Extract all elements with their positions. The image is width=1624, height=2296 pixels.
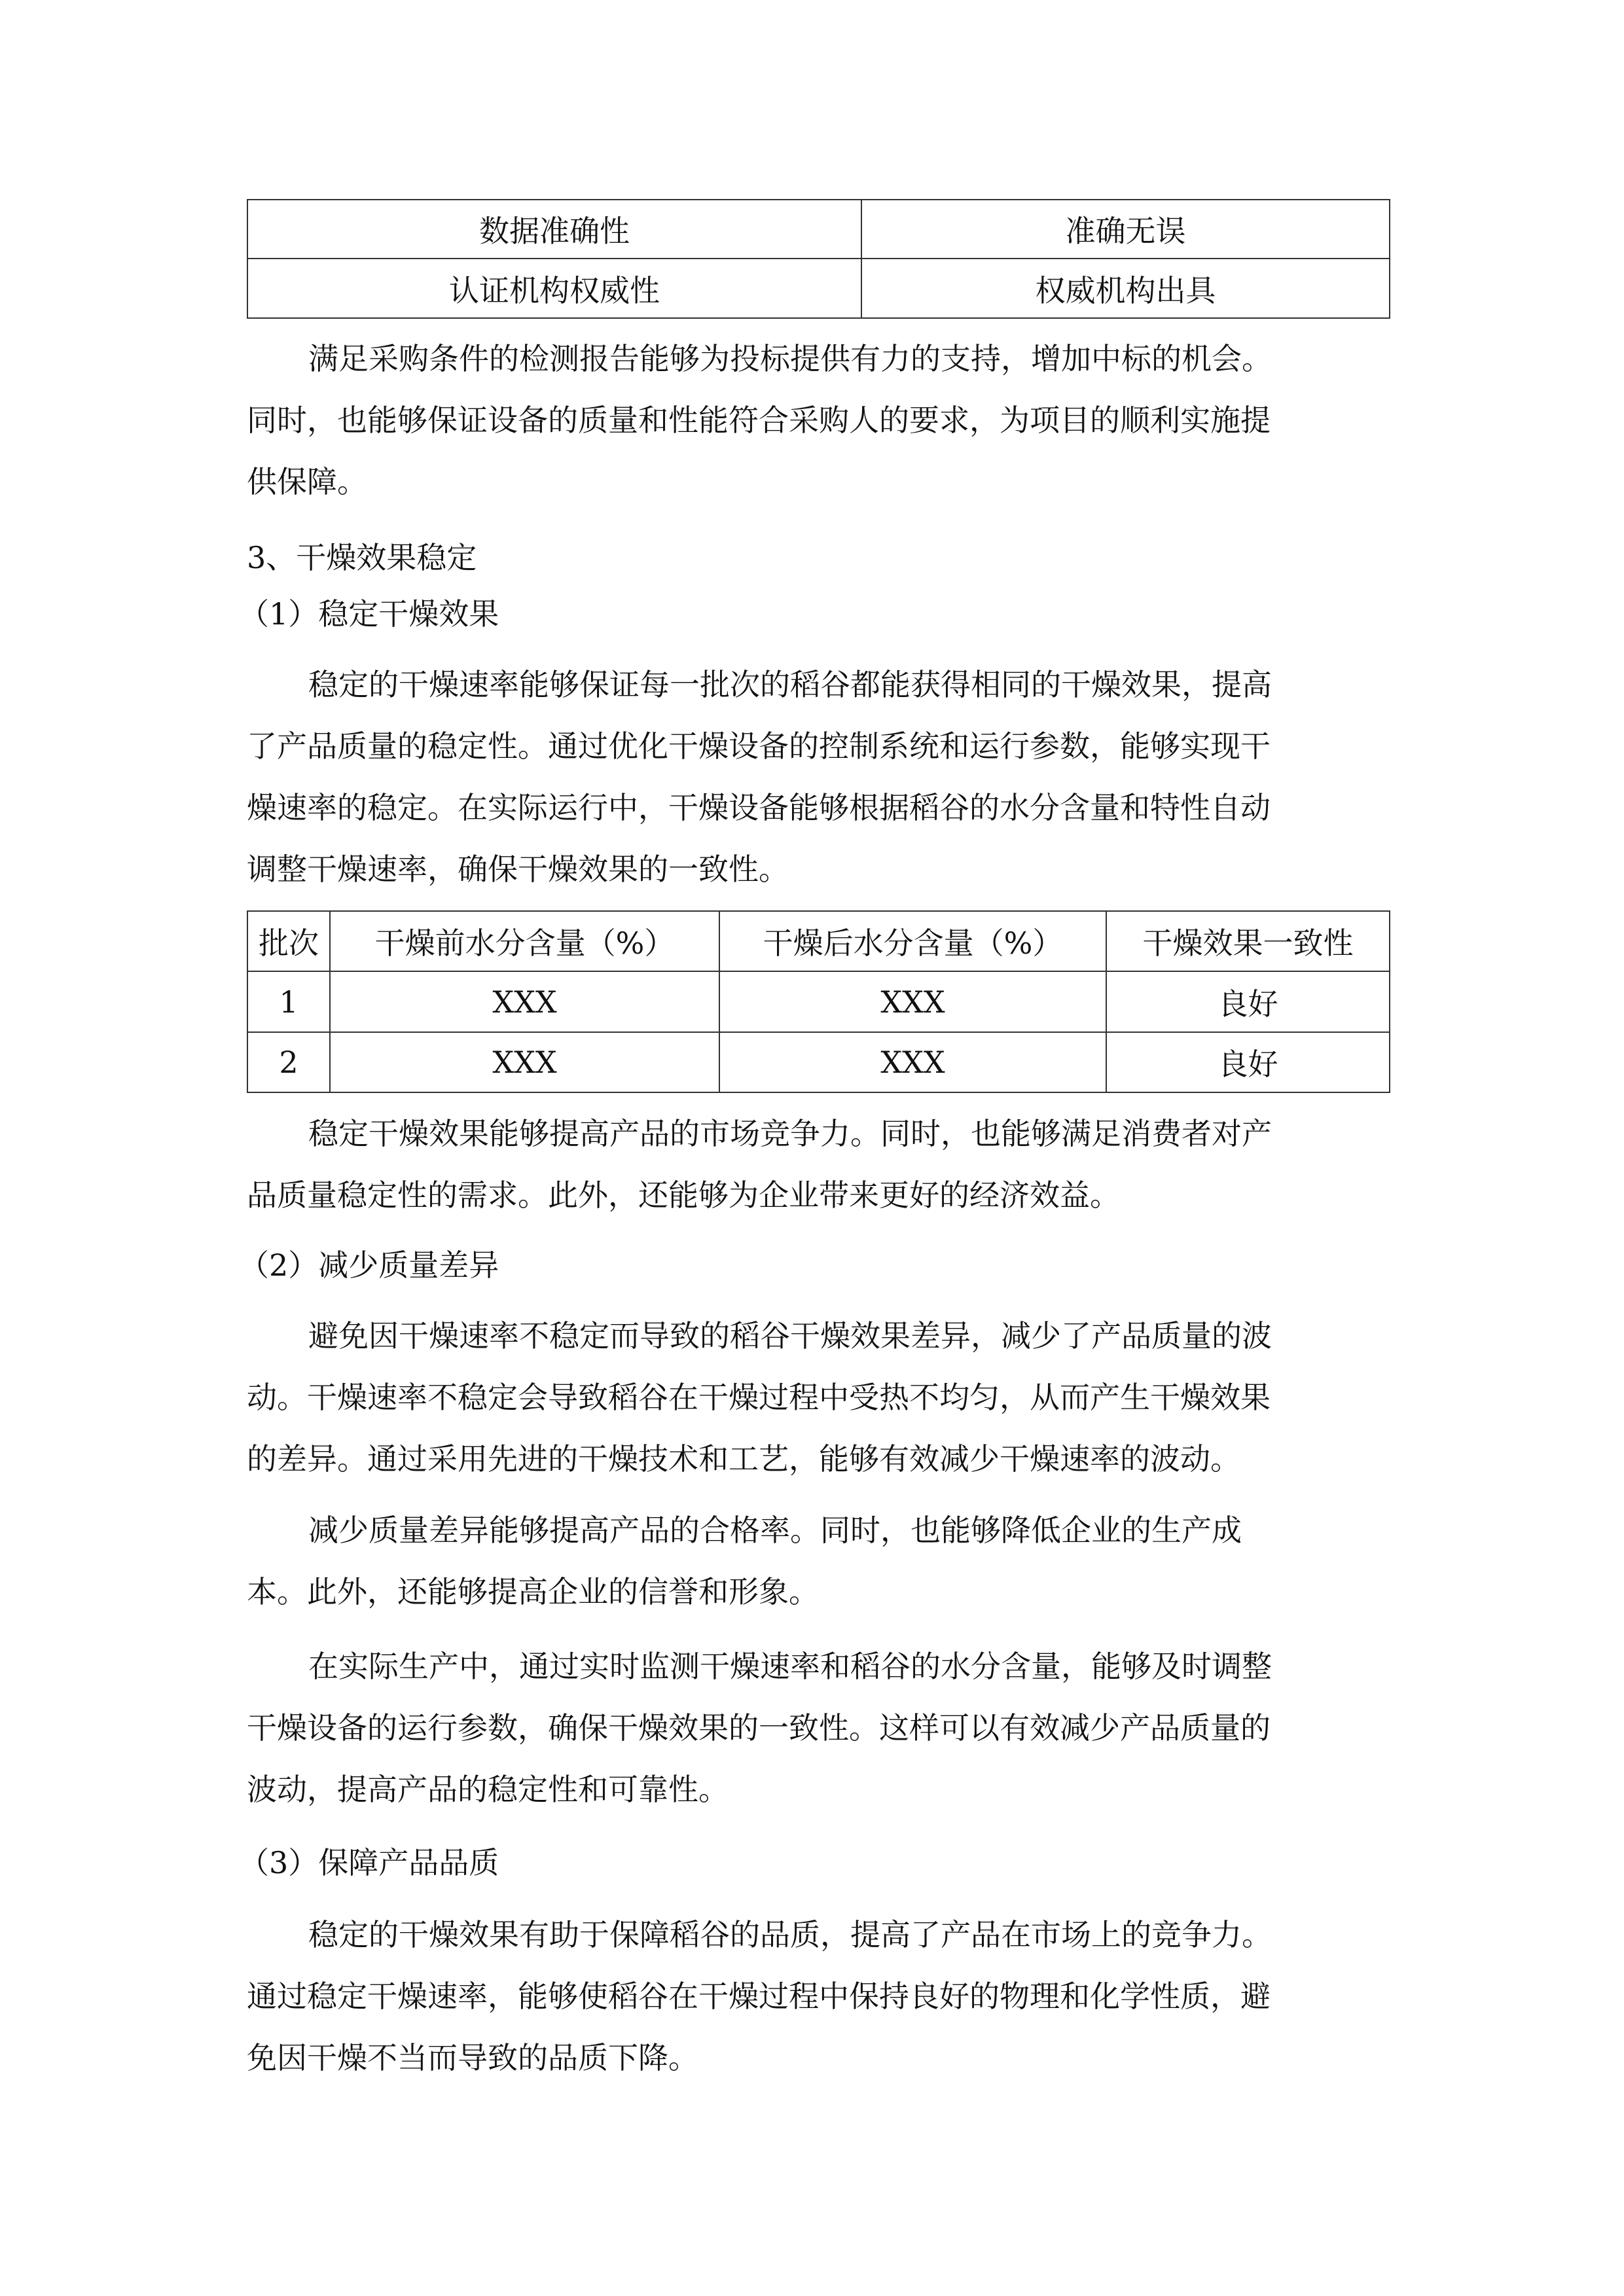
- text-line: 动。干燥速率不稳定会导致稻谷在干燥过程中受热不均匀，从而产生干燥效果: [247, 1380, 1271, 1415]
- moisture-table: [247, 910, 1390, 1093]
- text-line: 调整干燥速率，确保干燥效果的一致性。: [247, 852, 789, 887]
- table-row: [247, 971, 1390, 1032]
- table-cell: 2: [247, 1032, 330, 1092]
- table-cell: XXX: [719, 971, 1106, 1032]
- text-line: 同时，也能够保证设备的质量和性能符合采购人的要求，为项目的顺利实施提: [247, 403, 1271, 438]
- table-cell: 认证机构权威性: [247, 259, 861, 318]
- text-line: 干燥设备的运行参数，确保干燥效果的一致性。这样可以有效减少产品质量的: [247, 1710, 1271, 1746]
- paragraph-product-quality: [247, 1904, 1390, 2089]
- table-cell: 数据准确性: [247, 200, 861, 259]
- subsection-heading: （1）稳定干燥效果: [239, 596, 499, 632]
- paragraph-competitiveness: [247, 1103, 1390, 1226]
- column-header: 干燥效果一致性: [1106, 911, 1390, 971]
- table-cell: 准确无误: [861, 200, 1390, 259]
- criteria-table: [247, 199, 1390, 319]
- text-line: 供保障。: [247, 464, 367, 499]
- text-line: 燥速率的稳定。在实际运行中，干燥设备能够根据稻谷的水分含量和特性自动: [247, 790, 1271, 825]
- paragraph-quality-variance: [247, 1305, 1390, 1490]
- table-row: [247, 200, 1390, 259]
- text-line: 减少质量差异能够提高产品的合格率。同时，也能够降低企业的生产成: [308, 1513, 1242, 1548]
- column-header: 干燥前水分含量（%）: [330, 911, 719, 971]
- text-line: 波动，提高产品的稳定性和可靠性。: [247, 1772, 729, 1807]
- text-line: 了产品质量的稳定性。通过优化干燥设备的控制系统和运行参数，能够实现干: [247, 728, 1271, 764]
- subsection-heading: （3）保障产品品质: [239, 1845, 499, 1880]
- table-cell: XXX: [330, 1032, 719, 1092]
- table-cell: 1: [247, 971, 330, 1032]
- table-cell: 良好: [1106, 971, 1390, 1032]
- text-line: 的差异。通过采用先进的干燥技术和工艺，能够有效减少干燥速率的波动。: [247, 1441, 1240, 1477]
- text-line: 避免因干燥速率不稳定而导致的稻谷干燥效果差异，减少了产品质量的波: [308, 1318, 1272, 1354]
- column-header: 干燥后水分含量（%）: [719, 911, 1106, 971]
- text-line: 满足采购条件的检测报告能够为投标提供有力的支持，增加中标的机会。: [308, 341, 1272, 376]
- section-heading: 3、干燥效果稳定: [247, 540, 477, 575]
- table-cell: 权威机构出具: [861, 259, 1390, 318]
- paragraph-monitoring: [247, 1636, 1390, 1820]
- text-line: 本。此外，还能够提高企业的信誉和形象。: [247, 1574, 819, 1609]
- text-line: 通过稳定干燥速率，能够使稻谷在干燥过程中保持良好的物理和化学性质，避: [247, 1979, 1271, 2014]
- paragraph-procurement: [247, 328, 1390, 512]
- column-header: 批次: [247, 911, 330, 971]
- table-cell: 良好: [1106, 1032, 1390, 1092]
- table-row: [247, 259, 1390, 318]
- text-line: 稳定干燥效果能够提高产品的市场竞争力。同时，也能够满足消费者对产: [308, 1116, 1272, 1151]
- text-line: 免因干燥不当而导致的品质下降。: [247, 2040, 698, 2075]
- text-line: 品质量稳定性的需求。此外，还能够为企业带来更好的经济效益。: [247, 1177, 1120, 1213]
- table-cell: XXX: [330, 971, 719, 1032]
- table-cell: XXX: [719, 1032, 1106, 1092]
- subsection-heading: （2）减少质量差异: [239, 1247, 499, 1283]
- paragraph-stable-drying: [247, 654, 1390, 900]
- table-header-row: [247, 911, 1390, 971]
- text-line: 稳定的干燥速率能够保证每一批次的稻谷都能获得相同的干燥效果，提高: [308, 667, 1272, 702]
- table-row: [247, 1032, 1390, 1092]
- text-line: 在实际生产中，通过实时监测干燥速率和稻谷的水分含量，能够及时调整: [308, 1649, 1272, 1684]
- text-line: 稳定的干燥效果有助于保障稻谷的品质，提高了产品在市场上的竞争力。: [308, 1917, 1272, 1952]
- paragraph-pass-rate: [247, 1499, 1390, 1623]
